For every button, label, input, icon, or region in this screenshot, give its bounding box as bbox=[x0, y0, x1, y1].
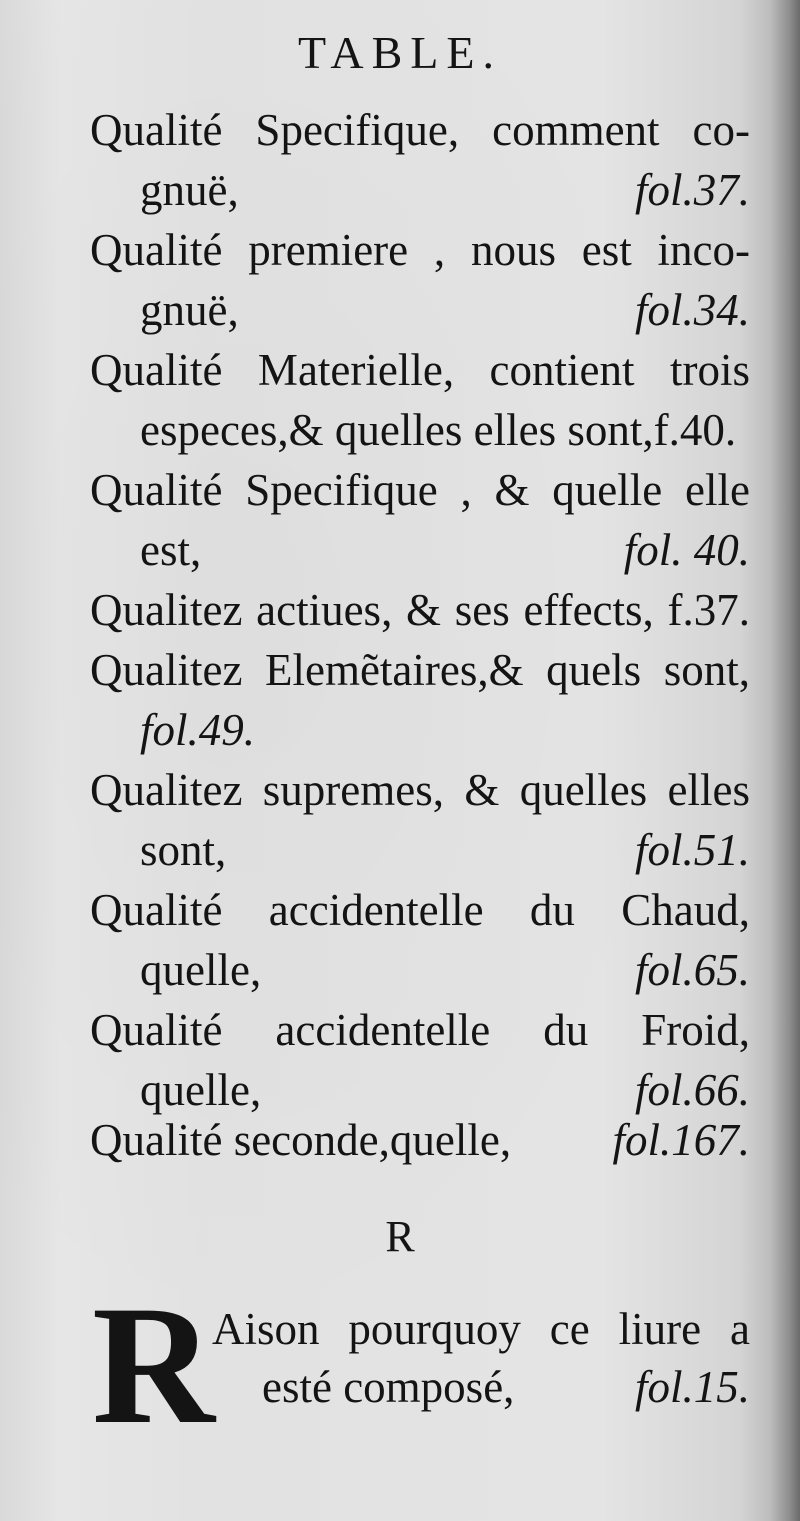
folio-reference: fol.34. bbox=[634, 285, 750, 335]
entry-text-continued: est, bbox=[140, 525, 202, 575]
index-entry bbox=[90, 220, 750, 340]
folio-reference: fol.51. bbox=[634, 825, 750, 875]
index-entry bbox=[90, 460, 750, 580]
page-header: TABLE. bbox=[297, 27, 502, 78]
entry-text: Qualité Materielle, contient trois bbox=[90, 345, 750, 395]
index-entry bbox=[90, 100, 750, 220]
entry-continuation bbox=[90, 700, 750, 760]
entry-continuation bbox=[90, 820, 750, 880]
entry-text: Qualitez Elemẽtaires,& quels sont, bbox=[90, 645, 750, 695]
entry-text-continued: quelle, bbox=[140, 1065, 262, 1115]
entry-text-continued: gnuë, bbox=[140, 285, 239, 335]
entry-text-continued: esté composé, bbox=[262, 1362, 515, 1412]
index-entry bbox=[90, 1000, 750, 1120]
index-entry bbox=[90, 340, 750, 460]
entry-text: Qualité Specifique , & quelle elle bbox=[90, 465, 750, 515]
entry-continuation bbox=[90, 160, 750, 220]
entry-text: Qualité accidentelle du Chaud, bbox=[90, 885, 750, 935]
index-entry bbox=[90, 880, 750, 1000]
entry-text-continued: quelle, bbox=[140, 945, 262, 995]
folio-reference: fol.49. bbox=[140, 705, 256, 755]
entry-text: Qualitez supremes, & quelles elles bbox=[90, 765, 750, 815]
drop-cap: R bbox=[92, 1271, 215, 1459]
entry-continuation bbox=[90, 520, 750, 580]
folio-reference: fol.15. bbox=[634, 1362, 750, 1412]
folio-reference: fol.66. bbox=[634, 1065, 750, 1115]
entry-text: Aison pourquoy ce liure a bbox=[212, 1304, 750, 1354]
index-entry bbox=[90, 580, 750, 640]
entry-continuation bbox=[90, 280, 750, 340]
entry-continuation bbox=[90, 940, 750, 1000]
entry-text-continued: sont, bbox=[140, 825, 227, 875]
index-entry bbox=[90, 640, 750, 760]
entry-continuation bbox=[90, 400, 750, 460]
entry-text: Qualité premiere , nous est inco- bbox=[90, 225, 750, 275]
index-entry bbox=[90, 760, 750, 880]
section-letter: R bbox=[385, 1212, 415, 1261]
folio-reference: fol. 40. bbox=[623, 525, 750, 575]
entry-text-row bbox=[90, 1110, 750, 1170]
entry-text: Qualitez actiues, & ses effects, f.37. bbox=[90, 585, 750, 635]
entry-text: Qualité Specifique, comment co- bbox=[90, 105, 750, 155]
entry-text-continued: especes,& quelles elles sont,f.40. bbox=[140, 405, 737, 455]
entry-continuation bbox=[212, 1358, 750, 1416]
index-entry bbox=[90, 1110, 750, 1170]
folio-reference: fol.167. bbox=[612, 1115, 750, 1165]
entry-text: Qualité accidentelle du Froid, bbox=[90, 1005, 750, 1055]
entry-text-continued: gnuë, bbox=[140, 165, 239, 215]
index-entry bbox=[212, 1300, 750, 1416]
folio-reference: fol.65. bbox=[634, 945, 750, 995]
entry-text: Qualité seconde,quelle, bbox=[90, 1115, 512, 1165]
folio-reference: fol.37. bbox=[634, 165, 750, 215]
